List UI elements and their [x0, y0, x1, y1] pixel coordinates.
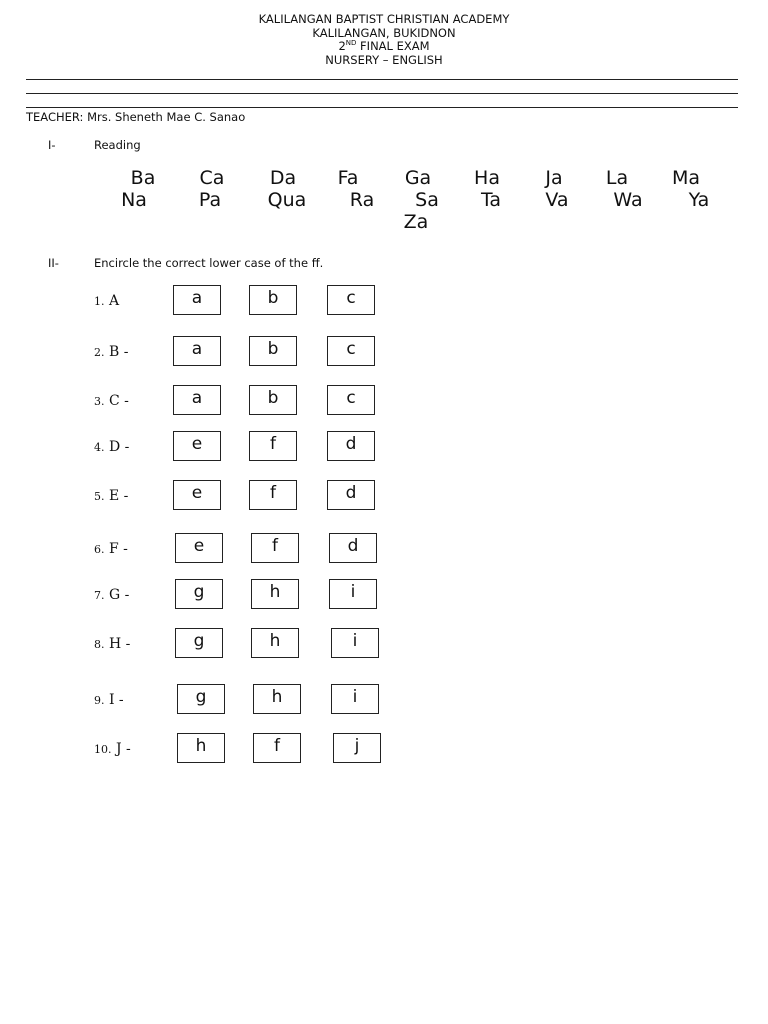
name-line: [26, 79, 738, 80]
question-label: [94, 393, 129, 409]
uppercase-letter: I -: [108, 692, 124, 708]
uppercase-letter: E -: [108, 488, 129, 504]
reading-syllable: Fa: [337, 167, 359, 189]
question-number: 1.: [94, 295, 105, 308]
uppercase-letter: C -: [108, 393, 129, 409]
reading-syllable: Wa: [613, 189, 643, 211]
answer-choice-box[interactable]: a: [173, 285, 221, 315]
answer-choice-box[interactable]: i: [329, 579, 377, 609]
answer-choice-box[interactable]: b: [249, 285, 297, 315]
answer-choice-box[interactable]: f: [253, 733, 301, 763]
answer-choice-box[interactable]: h: [253, 684, 301, 714]
exam-suffix: ND: [345, 39, 357, 47]
uppercase-letter: B -: [108, 344, 129, 360]
reading-syllable: Ha: [474, 167, 500, 189]
question-label: [94, 293, 119, 309]
exam-name: FINAL EXAM: [356, 39, 430, 53]
question-label: [94, 741, 131, 757]
answer-choice-box[interactable]: d: [327, 480, 375, 510]
reading-syllable: Sa: [415, 189, 439, 211]
question-number: 4.: [94, 441, 105, 454]
uppercase-letter: H -: [108, 636, 131, 652]
question-number: 3.: [94, 395, 105, 408]
answer-choice-box[interactable]: e: [173, 480, 221, 510]
answer-choice-box[interactable]: d: [329, 533, 377, 563]
question-label: [94, 587, 129, 603]
section-2-title: Encircle the correct lower case of the ff.: [94, 256, 324, 270]
answer-choice-box[interactable]: g: [175, 628, 223, 658]
answer-choice-box[interactable]: h: [177, 733, 225, 763]
reading-syllable: Ya: [688, 189, 710, 211]
question-label: [94, 439, 129, 455]
section-1-number: I-: [48, 138, 56, 152]
exam-ordinal: 2: [338, 39, 346, 53]
answer-choice-box[interactable]: b: [249, 385, 297, 415]
section-2-number: II-: [48, 256, 59, 270]
answer-choice-box[interactable]: c: [327, 285, 375, 315]
teacher-name: TEACHER: Mrs. Sheneth Mae C. Sanao: [26, 110, 246, 124]
answer-choice-box[interactable]: d: [327, 431, 375, 461]
uppercase-letter: A: [108, 293, 120, 309]
question-number: 8.: [94, 638, 105, 651]
answer-choice-box[interactable]: a: [173, 336, 221, 366]
answer-choice-box[interactable]: c: [327, 385, 375, 415]
reading-syllable: Ja: [545, 167, 563, 189]
question-number: 10.: [94, 743, 112, 756]
answer-choice-box[interactable]: b: [249, 336, 297, 366]
answer-choice-box[interactable]: j: [333, 733, 381, 763]
question-label: [94, 636, 130, 652]
school-address: KALILANGAN, BUKIDNON: [312, 25, 456, 40]
school-name: KALILANGAN BAPTIST CHRISTIAN ACADEMY: [258, 12, 510, 26]
reading-syllable: Va: [545, 189, 569, 211]
question-label: [94, 692, 124, 708]
answer-choice-box[interactable]: f: [249, 480, 297, 510]
answer-choice-box[interactable]: i: [331, 684, 379, 714]
date-line: [26, 107, 738, 108]
reading-syllable: Ta: [480, 189, 502, 211]
reading-syllable: Ra: [349, 189, 375, 211]
answer-choice-box[interactable]: a: [173, 385, 221, 415]
reading-syllable: Ga: [404, 167, 432, 189]
reading-syllable: Da: [269, 167, 297, 189]
reading-syllable: Ma: [671, 167, 701, 189]
question-label: [94, 488, 128, 504]
reading-syllable: Pa: [198, 189, 222, 211]
reading-syllable: Ca: [199, 167, 225, 189]
exam-header: [0, 13, 768, 67]
level-subject: NURSERY – ENGLISH: [325, 52, 443, 67]
answer-choice-box[interactable]: h: [251, 628, 299, 658]
grade-line: [26, 93, 738, 94]
question-number: 7.: [94, 589, 105, 602]
answer-choice-box[interactable]: g: [175, 579, 223, 609]
answer-choice-box[interactable]: c: [327, 336, 375, 366]
answer-choice-box[interactable]: f: [249, 431, 297, 461]
answer-choice-box[interactable]: e: [173, 431, 221, 461]
reading-syllable: La: [605, 167, 629, 189]
question-number: 5.: [94, 490, 105, 503]
reading-syllable: Za: [403, 211, 429, 233]
question-label: [94, 541, 128, 557]
uppercase-letter: J -: [115, 741, 131, 757]
question-label: [94, 344, 128, 360]
uppercase-letter: F -: [108, 541, 128, 557]
answer-choice-box[interactable]: f: [251, 533, 299, 563]
uppercase-letter: D -: [108, 439, 130, 455]
question-number: 6.: [94, 543, 105, 556]
question-number: 9.: [94, 694, 105, 707]
exam-title: [0, 40, 768, 54]
section-1-title: Reading: [94, 138, 141, 152]
reading-syllable: Qua: [267, 189, 307, 211]
reading-syllable: Na: [121, 189, 147, 211]
answer-choice-box[interactable]: h: [251, 579, 299, 609]
reading-syllable: Ba: [130, 167, 156, 189]
answer-choice-box[interactable]: e: [175, 533, 223, 563]
uppercase-letter: G -: [108, 587, 130, 603]
answer-choice-box[interactable]: g: [177, 684, 225, 714]
question-number: 2.: [94, 346, 105, 359]
answer-choice-box[interactable]: i: [331, 628, 379, 658]
